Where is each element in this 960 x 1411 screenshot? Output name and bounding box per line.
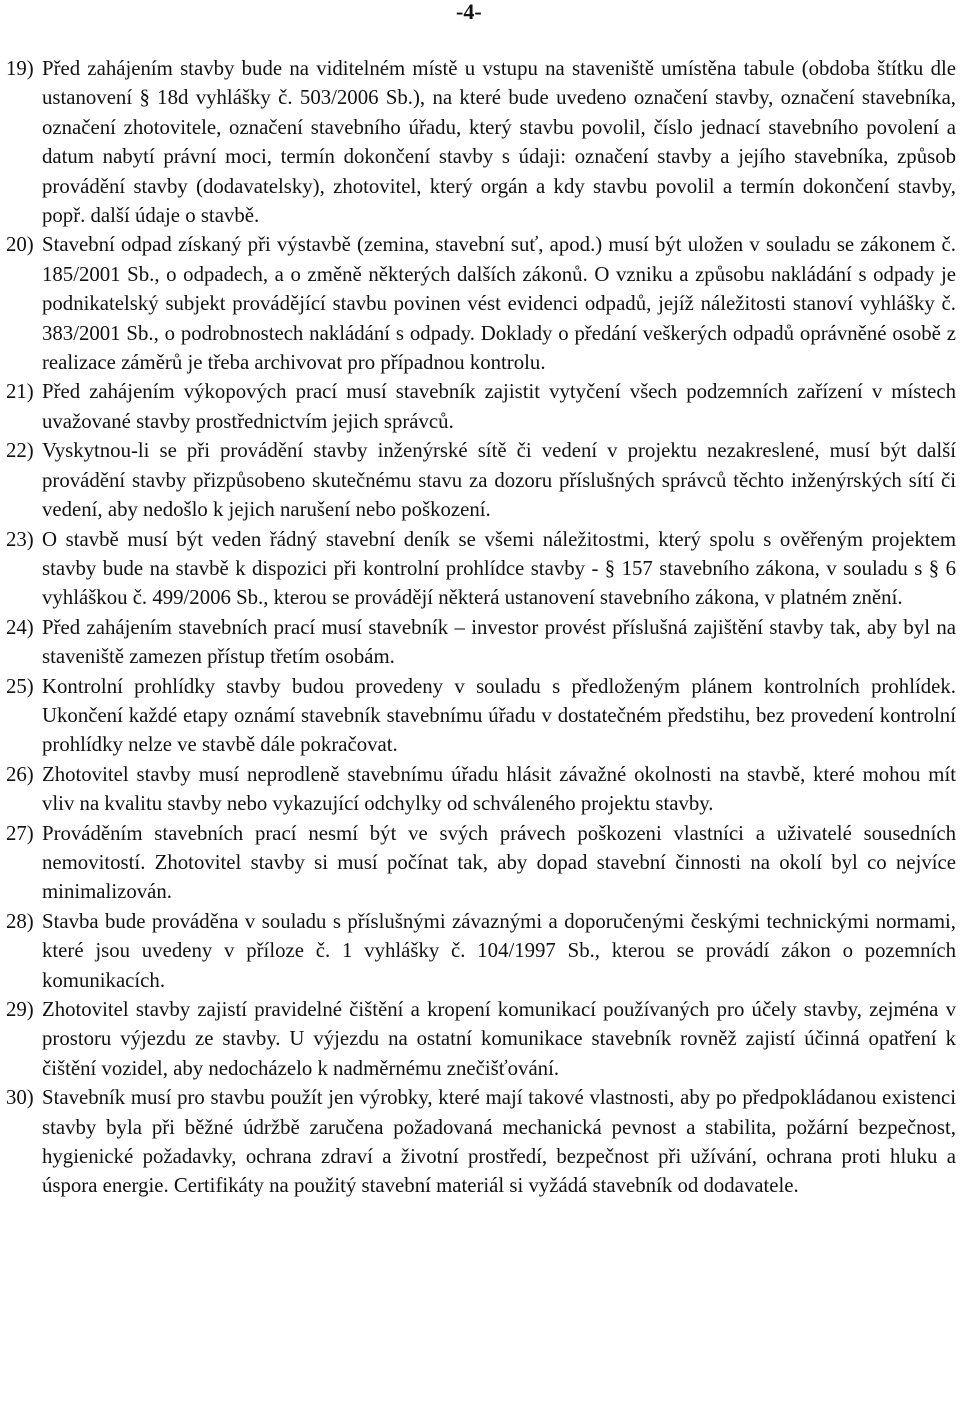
- list-item: [6, 1083, 956, 1201]
- item-number: 23): [6, 527, 34, 551]
- item-number: 27): [6, 821, 34, 845]
- item-text: Vyskytnou-li se při provádění stavby inženýrské sítě či vedení v projektu nezakreslené, musí být další provádění stavby přizpůsobeno skutečnému stavu za dozoru příslušných správců těchto inženýrských sítí či vedení, aby nedošlo k jejich narušení nebo poškození.: [42, 439, 956, 522]
- list-item: [6, 672, 956, 760]
- item-text: Zhotovitel stavby zajistí pravidelné čištění a kropení komunikací používaných pro účely stavby, zejména v prostoru výjezdu ze stavby. U výjezdu na ostatní komunikace stavebník rovněž zajistí účinná opatření k čištění vozidel, aby nedocházelo k nadměrnému znečišťování.: [42, 998, 956, 1080]
- item-number: 28): [6, 909, 34, 933]
- list-item: [6, 377, 956, 436]
- list-item: [6, 525, 956, 613]
- item-text: Kontrolní prohlídky stavby budou provedeny v souladu s předloženým plánem kontrolních prohlídek. Ukončení každé etapy oznámí stavebník stavebnímu úřadu v dostatečném předstihu, bez provedení kontrolní prohlídky nelze ve stavbě dále pokračovat.: [42, 674, 956, 757]
- list-item: [6, 613, 956, 672]
- item-number: 25): [6, 674, 34, 698]
- list-item: [6, 230, 956, 377]
- conditions-list: [6, 54, 956, 1201]
- item-text: Zhotovitel stavby musí neprodleně stavebnímu úřadu hlásit závažné okolnosti na stavbě, které mohou mít vliv na kvalitu stavby nebo vykazující odchylky od schváleného projektu stavby.: [42, 762, 956, 816]
- item-number: 20): [6, 233, 34, 257]
- item-number: 21): [6, 380, 34, 404]
- item-text: Stavba bude prováděna v souladu s příslušnými závaznými a doporučenými českými technickými normami, které jsou uvedeny v příloze č. 1 vyhlášky č. 104/1997 Sb., kterou se provádí zákon o pozemních komunikacích.: [42, 909, 956, 992]
- page-number: -4-: [456, 0, 482, 24]
- list-item: [6, 54, 956, 230]
- item-text: O stavbě musí být veden řádný stavební deník se všemi náležitostmi, který spolu s ověřeným projektem stavby bude na stavbě k dispozici při kontrolní prohlídce stavby - § 157 stavebního zákona, v souladu s § 6 vyhláškou č. 499/2006 Sb., kterou se provádějí některá ustanovení stavebního zákona, v platném znění.: [42, 527, 956, 610]
- list-item: [6, 907, 956, 995]
- list-item: [6, 819, 956, 907]
- item-number: 29): [6, 998, 34, 1021]
- item-text: Před zahájením výkopových prací musí stavebník zajistit vytyčení všech podzemních zařízení v místech uvažované stavby prostřednictvím jejich správců.: [42, 380, 956, 433]
- item-text: Stavebník musí pro stavbu použít jen výrobky, které mají takové vlastnosti, aby po předpokládanou existenci stavby byla při běžné údržbě zaručena požadovaná mechanická pevnost a stabilita, požární bezpečnost, hygienické požadavky, ochrana zdraví a životní prostředí, bezpečnost při užívání, ochrana proti hluku a úspora energie. Certifikáty na použitý stavební materiál si vyžádá stavebník od dodavatele.: [42, 1086, 956, 1198]
- item-number: 30): [6, 1086, 34, 1110]
- list-item: [6, 995, 956, 1083]
- list-item: [6, 436, 956, 524]
- item-text: Před zahájením stavby bude na viditelném místě u vstupu na staveniště umístěna tabule (obdoba štítku dle ustanovení § 18d vyhlášky č. 503/2006 Sb.), na které bude uvedeno označení stavby, označení stavebníka, označení zhotovitele, označení stavebního úřadu, který stavbu povolil, číslo jednací stavebního povolení a datum nabytí právní moci, termín dokončení stavby s údaji: označení stavby a jejího stavebníka, způsob provádění stavby (dodavatelsky), zhotovitel, který orgán a kdy stavbu povolil a termín dokončení stavby, popř. další údaje o stavbě.: [42, 57, 956, 228]
- item-number: 26): [6, 762, 34, 786]
- item-number: 19): [6, 57, 34, 80]
- item-text: Před zahájením stavebních prací musí stavebník – investor provést příslušná zajištění stavby tak, aby byl na staveniště zamezen přístup třetím osobám.: [42, 615, 956, 669]
- item-text: Prováděním stavebních prací nesmí být ve svých právech poškozeni vlastníci a uživatelé sousedních nemovitostí. Zhotovitel stavby si musí počínat tak, aby dopad stavební činnosti na okolí byl co nejvíce minimalizován.: [42, 821, 956, 904]
- item-text: Stavební odpad získaný při výstavbě (zemina, stavební suť, apod.) musí být uložen v souladu se zákonem č. 185/2001 Sb., o odpadech, a o změně některých dalších zákonů. O vzniku a způsobu nakládání s odpady je podnikatelský subjekt provádějící stavbu povinen vést evidenci odpadů, jejíž náležitosti stanoví vyhlášky č. 383/2001 Sb., o podrobnostech nakládání s odpady. Doklady o předání veškerých odpadů oprávněné osobě z realizace záměrů je třeba archivovat pro případnou kontrolu.: [42, 233, 956, 375]
- item-number: 22): [6, 439, 34, 463]
- item-number: 24): [6, 615, 34, 639]
- list-item: [6, 760, 956, 819]
